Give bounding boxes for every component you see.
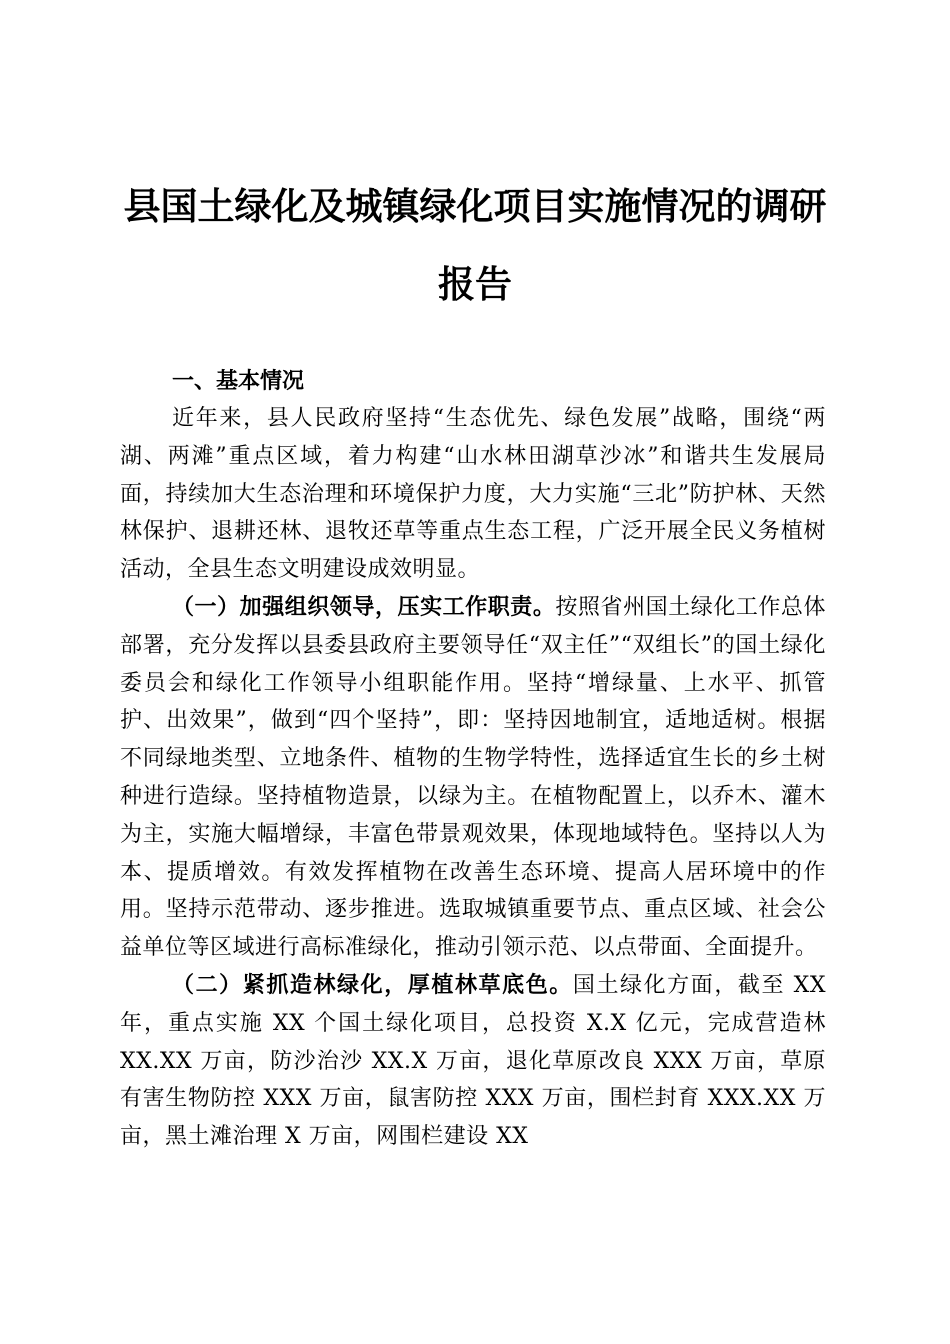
intro-paragraph: 近年来，县人民政府坚持“生态优先、绿色发展”战略，围绕“两湖、两滩”重点区域，着力构建“山水林田湖草沙冰”和谐共生发展局面，持续加大生态治理和环境保护力度，大力实施“三北”防护林、天然林保护、退耕还林、退牧还草等重点生态工程，广泛开展全民义务植树活动，全县生态文明建设成效明显。 bbox=[120, 406, 826, 583]
paragraph-item-1 bbox=[120, 589, 826, 967]
document-title: 县国土绿化及城镇绿化项目实施情况的调研报告 bbox=[123, 185, 827, 306]
paragraph-item-1-body: 按照省州国土绿化工作总体部署，充分发挥以县委县政府主要领导任“双主任”“双组长”的国土绿化委员会和绿化工作领导小组职能作用。坚持“增绿量、上水平、抓管护、出效果”，做到“四个坚持”，即：坚持因地制宜，适地适树。根据不同绿地类型、立地条件、植物的生物学特性，选择适宜生长的乡土树种进行造绿。坚持植物造景，以绿为主。在植物配置上，以乔木、灌木为主，实施大幅增绿，丰富色带景观效果，体现地域特色。坚持以人为本、提质增效。有效发挥植物在改善生态环境、提高人居环境中的作用。坚持示范带动、逐步推进。选取城镇重要节点、重点区域、社会公益单位等区域进行高标准绿化，推动引领示范、以点带面、全面提升。 bbox=[120, 594, 826, 961]
section-heading: 一、基本情况 bbox=[172, 369, 305, 394]
document-body bbox=[120, 364, 826, 1156]
paragraph-item-1-lead: （一）加强组织领导，压实工作职责。 bbox=[172, 593, 556, 620]
paragraph-item-2 bbox=[120, 967, 826, 1156]
paragraph-item-2-body: 国土绿化方面，截至 XX 年，重点实施 XX 个国土绿化项目，总投资 X.X 亿元，完成营造林 XX.XX 万亩，防沙治沙 XX.X 万亩，退化草原改良 XXX 万亩，草原有害生物防控 XXX 万亩，鼠害防控 XXX 万亩，围栏封育 XXX.XX 万亩，黑土滩治理 X 万亩，网围栏建设 XX bbox=[120, 972, 826, 1150]
paragraph-item-2-lead: （二）紧抓造林绿化，厚植林草底色。 bbox=[172, 971, 573, 998]
